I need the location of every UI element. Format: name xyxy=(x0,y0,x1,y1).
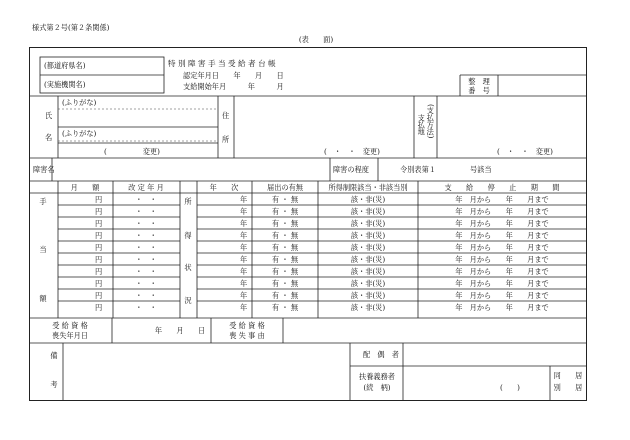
allowance-label-2: 当 xyxy=(39,245,47,254)
period-cell: 年 月から 年 月まで xyxy=(455,219,549,228)
period-cell: 年 月から 年 月まで xyxy=(455,267,549,276)
separate-label: 別 居 xyxy=(553,383,583,392)
address-change: ( ・ ・ 変更) xyxy=(324,147,380,156)
reference-label-top: 整 理 xyxy=(468,77,490,86)
filing-cell: 有 ・ 無 xyxy=(271,255,299,264)
agency-label: (実施機関名) xyxy=(44,80,86,89)
yen-cell: 円 xyxy=(95,243,103,252)
yen-cell: 円 xyxy=(95,255,103,264)
name-label-bottom: 名 xyxy=(45,133,53,142)
revision-header: 改 定 年 月 xyxy=(128,183,164,192)
name-change: ( 変更) xyxy=(104,147,160,156)
filing-cell: 有 ・ 無 xyxy=(271,219,299,228)
year-cell: 年 xyxy=(240,243,248,252)
yen-cell: 円 xyxy=(95,279,103,288)
payment-place-label: 支払地 xyxy=(417,114,427,136)
limit-cell: 該・非(災) xyxy=(350,195,386,204)
period-cell: 年 月から 年 月まで xyxy=(455,195,549,204)
year-cell: 年 xyxy=(240,255,248,264)
filing-cell: 有 ・ 無 xyxy=(271,243,299,252)
income-limit-header: 所得制限該当・非該当別 xyxy=(328,183,408,192)
limit-cell: 該・非(災) xyxy=(350,303,386,312)
limit-cell: 該・非(災) xyxy=(350,267,386,276)
address-label-bottom: 所 xyxy=(222,135,230,144)
period-cell: 年 月から 年 月まで xyxy=(455,303,549,312)
revision-cell: ・ ・ xyxy=(135,291,157,300)
furigana-label-1: (ふりがな) xyxy=(62,98,97,107)
form-number: 様式第２号(第２条関係) xyxy=(32,23,110,32)
disability-name-label: 障害名 xyxy=(33,165,55,174)
remarks-label-bottom: 考 xyxy=(50,380,58,389)
period-cell: 年 月から 年 月まで xyxy=(455,255,549,264)
yen-cell: 円 xyxy=(95,291,103,300)
yen-cell: 円 xyxy=(95,231,103,240)
revision-cell: ・ ・ xyxy=(135,255,157,264)
filing-header: 届出の有無 xyxy=(267,183,303,192)
yen-cell: 円 xyxy=(95,207,103,216)
year-cell: 年 xyxy=(240,291,248,300)
revision-cell: ・ ・ xyxy=(135,207,157,216)
payment-start: 支給開始年月 年 月 xyxy=(183,82,284,91)
income-label-2: 得 xyxy=(184,231,192,240)
period-cell: 年 月から 年 月まで xyxy=(455,291,549,300)
allowance-label-1: 手 xyxy=(39,197,47,206)
year-cell: 年 xyxy=(240,219,248,228)
furigana-label-2: (ふりがな) xyxy=(62,129,97,138)
filing-cell: 有 ・ 無 xyxy=(271,207,299,216)
period-cell: 年 月から 年 月まで xyxy=(455,243,549,252)
disability-degree-label: 障害の程度 xyxy=(333,165,369,174)
prefecture-label: (都道府県名) xyxy=(44,61,86,70)
year-cell: 年 xyxy=(240,267,248,276)
filing-cell: 有 ・ 無 xyxy=(271,267,299,276)
guardian-label: 扶養義務者 xyxy=(359,372,395,381)
loss-reason-label-bottom: 喪 失 事 由 xyxy=(229,331,265,340)
cohabiting-label: 同 居 xyxy=(553,371,583,380)
year-cell: 年 xyxy=(240,195,248,204)
name-label-top: 氏 xyxy=(45,111,53,120)
payment-method-label: (支払方法) xyxy=(426,104,436,139)
year-header: 年 次 xyxy=(209,183,239,192)
limit-cell: 該・非(災) xyxy=(350,243,386,252)
form-side-label: (表 面) xyxy=(298,35,334,44)
relation-paren: ( ) xyxy=(500,383,520,392)
revision-cell: ・ ・ xyxy=(135,303,157,312)
certification-date: 認定年月日 年 月 日 xyxy=(183,71,284,80)
relation-label: (続 柄) xyxy=(363,383,391,392)
form-title: 特 別 障 害 手 当 受 給 者 台 帳 xyxy=(168,59,276,68)
loss-date-value: 年 月 日 xyxy=(154,326,206,335)
filing-cell: 有 ・ 無 xyxy=(271,231,299,240)
monthly-amount-header: 月 額 xyxy=(70,183,100,192)
spouse-label: 配 偶 者 xyxy=(363,350,399,359)
year-cell: 年 xyxy=(240,231,248,240)
year-cell: 年 xyxy=(240,207,248,216)
yen-cell: 円 xyxy=(95,267,103,276)
address-label-top: 住 xyxy=(222,111,230,120)
income-label-3: 状 xyxy=(184,263,192,272)
suspension-header: 支 給 停 止 期 間 xyxy=(444,183,560,192)
period-cell: 年 月から 年 月まで xyxy=(455,231,549,240)
allowance-label-3: 額 xyxy=(39,294,47,303)
revision-cell: ・ ・ xyxy=(135,267,157,276)
yen-cell: 円 xyxy=(95,195,103,204)
limit-cell: 該・非(災) xyxy=(350,279,386,288)
filing-cell: 有 ・ 無 xyxy=(271,279,299,288)
filing-cell: 有 ・ 無 xyxy=(271,195,299,204)
limit-cell: 該・非(災) xyxy=(350,207,386,216)
period-cell: 年 月から 年 月まで xyxy=(455,207,549,216)
remarks-label-top: 備 xyxy=(50,351,58,360)
income-label-4: 況 xyxy=(184,296,192,305)
revision-cell: ・ ・ xyxy=(135,279,157,288)
reference-label-bottom: 番 号 xyxy=(468,86,490,95)
loss-date-label-top: 受 給 資 格 xyxy=(52,321,88,330)
limit-cell: 該・非(災) xyxy=(350,291,386,300)
filing-cell: 有 ・ 無 xyxy=(271,303,299,312)
period-cell: 年 月から 年 月まで xyxy=(455,279,549,288)
loss-date-label-bottom: 喪失年月日 xyxy=(52,331,88,340)
yen-cell: 円 xyxy=(95,303,103,312)
revision-cell: ・ ・ xyxy=(135,243,157,252)
income-label-1: 所 xyxy=(184,197,192,206)
payment-change: ( ・ ・ 変更) xyxy=(497,147,553,156)
filing-cell: 有 ・ 無 xyxy=(271,291,299,300)
year-cell: 年 xyxy=(240,303,248,312)
revision-cell: ・ ・ xyxy=(135,195,157,204)
order-table-label: 令別表第１ xyxy=(400,165,436,174)
limit-cell: 該・非(災) xyxy=(350,231,386,240)
limit-cell: 該・非(災) xyxy=(350,219,386,228)
applicable-item-label: 号該当 xyxy=(470,165,492,174)
loss-reason-label-top: 受 給 資 格 xyxy=(229,321,265,330)
year-cell: 年 xyxy=(240,279,248,288)
revision-cell: ・ ・ xyxy=(135,219,157,228)
yen-cell: 円 xyxy=(95,219,103,228)
revision-cell: ・ ・ xyxy=(135,231,157,240)
limit-cell: 該・非(災) xyxy=(350,255,386,264)
